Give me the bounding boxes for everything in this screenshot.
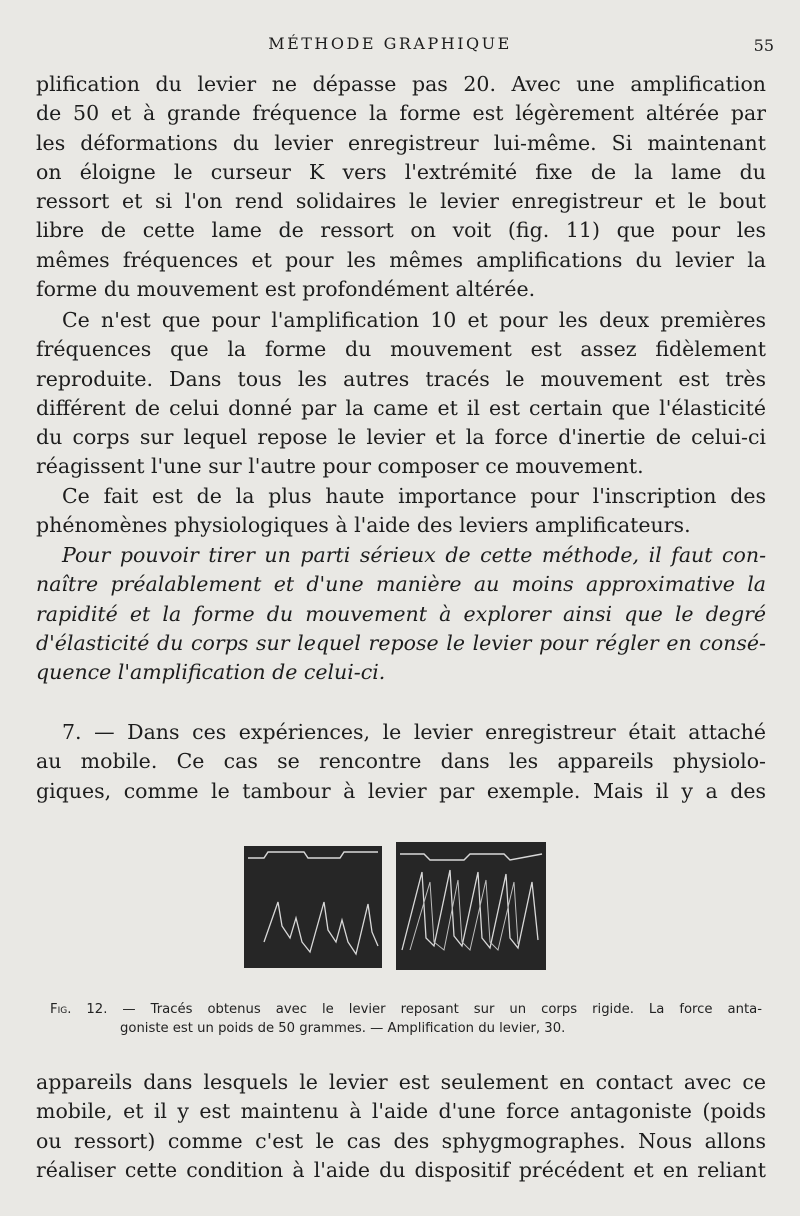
paragraph-6 — [36, 1068, 766, 1185]
text-line: fréquences que la forme du mouvement est assez fidèlement — [36, 337, 766, 362]
trace-panel-left — [244, 846, 382, 968]
text-line: du corps sur lequel repose le levier et la force d'inertie de celui-ci — [36, 425, 766, 450]
text-line: giques, comme le tambour à levier par exemple. Mais il y a des — [36, 778, 766, 803]
text-line: Ce fait est de la plus haute importance pour l'inscription des — [62, 484, 766, 508]
page-number: 55 — [753, 36, 774, 55]
paragraph-4-italic — [36, 541, 766, 687]
text-line: libre de cette lame de ressort on voit (fig. 11) que pour les — [36, 218, 766, 243]
text-line: on éloigne le curseur K vers l'extrémité fixe de la lame du — [36, 159, 766, 184]
running-title: MÉTHODE GRAPHIQUE — [268, 34, 512, 53]
text-line: reproduite. Dans tous les autres tracés le mouvement est très — [36, 366, 766, 391]
caption-text-1: — Tracés obtenus avec le levier reposant sur un corps rigide. La force anta- — [122, 1002, 762, 1017]
running-head — [0, 34, 800, 56]
caption-line-1 — [50, 1000, 762, 1019]
text-line: rapidité et la forme du mouvement à explorer ainsi que le degré — [36, 601, 766, 626]
caption-line-2: goniste est un poids de 50 grammes. — Amplification du levier, 30. — [120, 1021, 566, 1036]
text-line: naître préalablement et d'une manière au moins approximative la — [36, 572, 766, 597]
text-line: mêmes fréquences et pour les mêmes amplifications du levier la — [36, 247, 766, 272]
text-line: les déformations du levier enregistreur lui-même. Si maintenant — [36, 130, 766, 155]
text-line: Pour pouvoir tirer un parti sérieux de cette méthode, il faut con- — [62, 543, 766, 567]
text-line: d'élasticité du corps sur lequel repose le levier pour régler en consé- — [36, 630, 766, 655]
paragraph-3 — [36, 482, 766, 541]
text-line: ou ressort) comme c'est le cas des sphygmographes. Nous allons — [36, 1128, 766, 1153]
text-line: réaliser cette condition à l'aide du dispositif précédent et en reliant — [36, 1157, 766, 1182]
text-line: forme du mouvement est profondément altérée. — [36, 277, 536, 302]
text-line: plification du levier ne dépasse pas 20. Avec une amplification — [36, 72, 766, 96]
figure-12-caption — [50, 1000, 762, 1038]
text-line: appareils dans lesquels le levier est seulement en contact avec ce — [36, 1070, 766, 1094]
text-line: 7. — Dans ces expériences, le levier enregistreur était attaché — [62, 720, 766, 744]
figure-12 — [244, 842, 546, 970]
text-line: phénomènes physiologiques à l'aide des leviers amplificateurs. — [36, 513, 691, 538]
text-line: de 50 et à grande fréquence la forme est légèrement altérée par — [36, 101, 766, 126]
text-line: différent de celui donné par la came et il est certain que l'élasticité — [36, 395, 766, 420]
paragraph-5-section-7 — [36, 718, 766, 806]
text-line: quence l'amplification de celui-ci. — [36, 660, 386, 685]
text-line: ressort et si l'on rend solidaires le levier enregistreur et le bout — [36, 189, 766, 214]
text-line: mobile, et il y est maintenu à l'aide d'une force antagoniste (poids — [36, 1099, 766, 1124]
figure-label: Fig. 12. — [50, 1002, 108, 1017]
paragraph-1 — [36, 70, 766, 304]
paragraph-2 — [36, 306, 766, 482]
text-line: réagissent l'une sur l'autre pour composer ce mouvement. — [36, 454, 644, 479]
figure-12-traces — [244, 842, 546, 970]
text-line: au mobile. Ce cas se rencontre dans les appareils physiolo- — [36, 749, 766, 774]
text-line: Ce n'est que pour l'amplification 10 et pour les deux premières — [62, 308, 766, 332]
